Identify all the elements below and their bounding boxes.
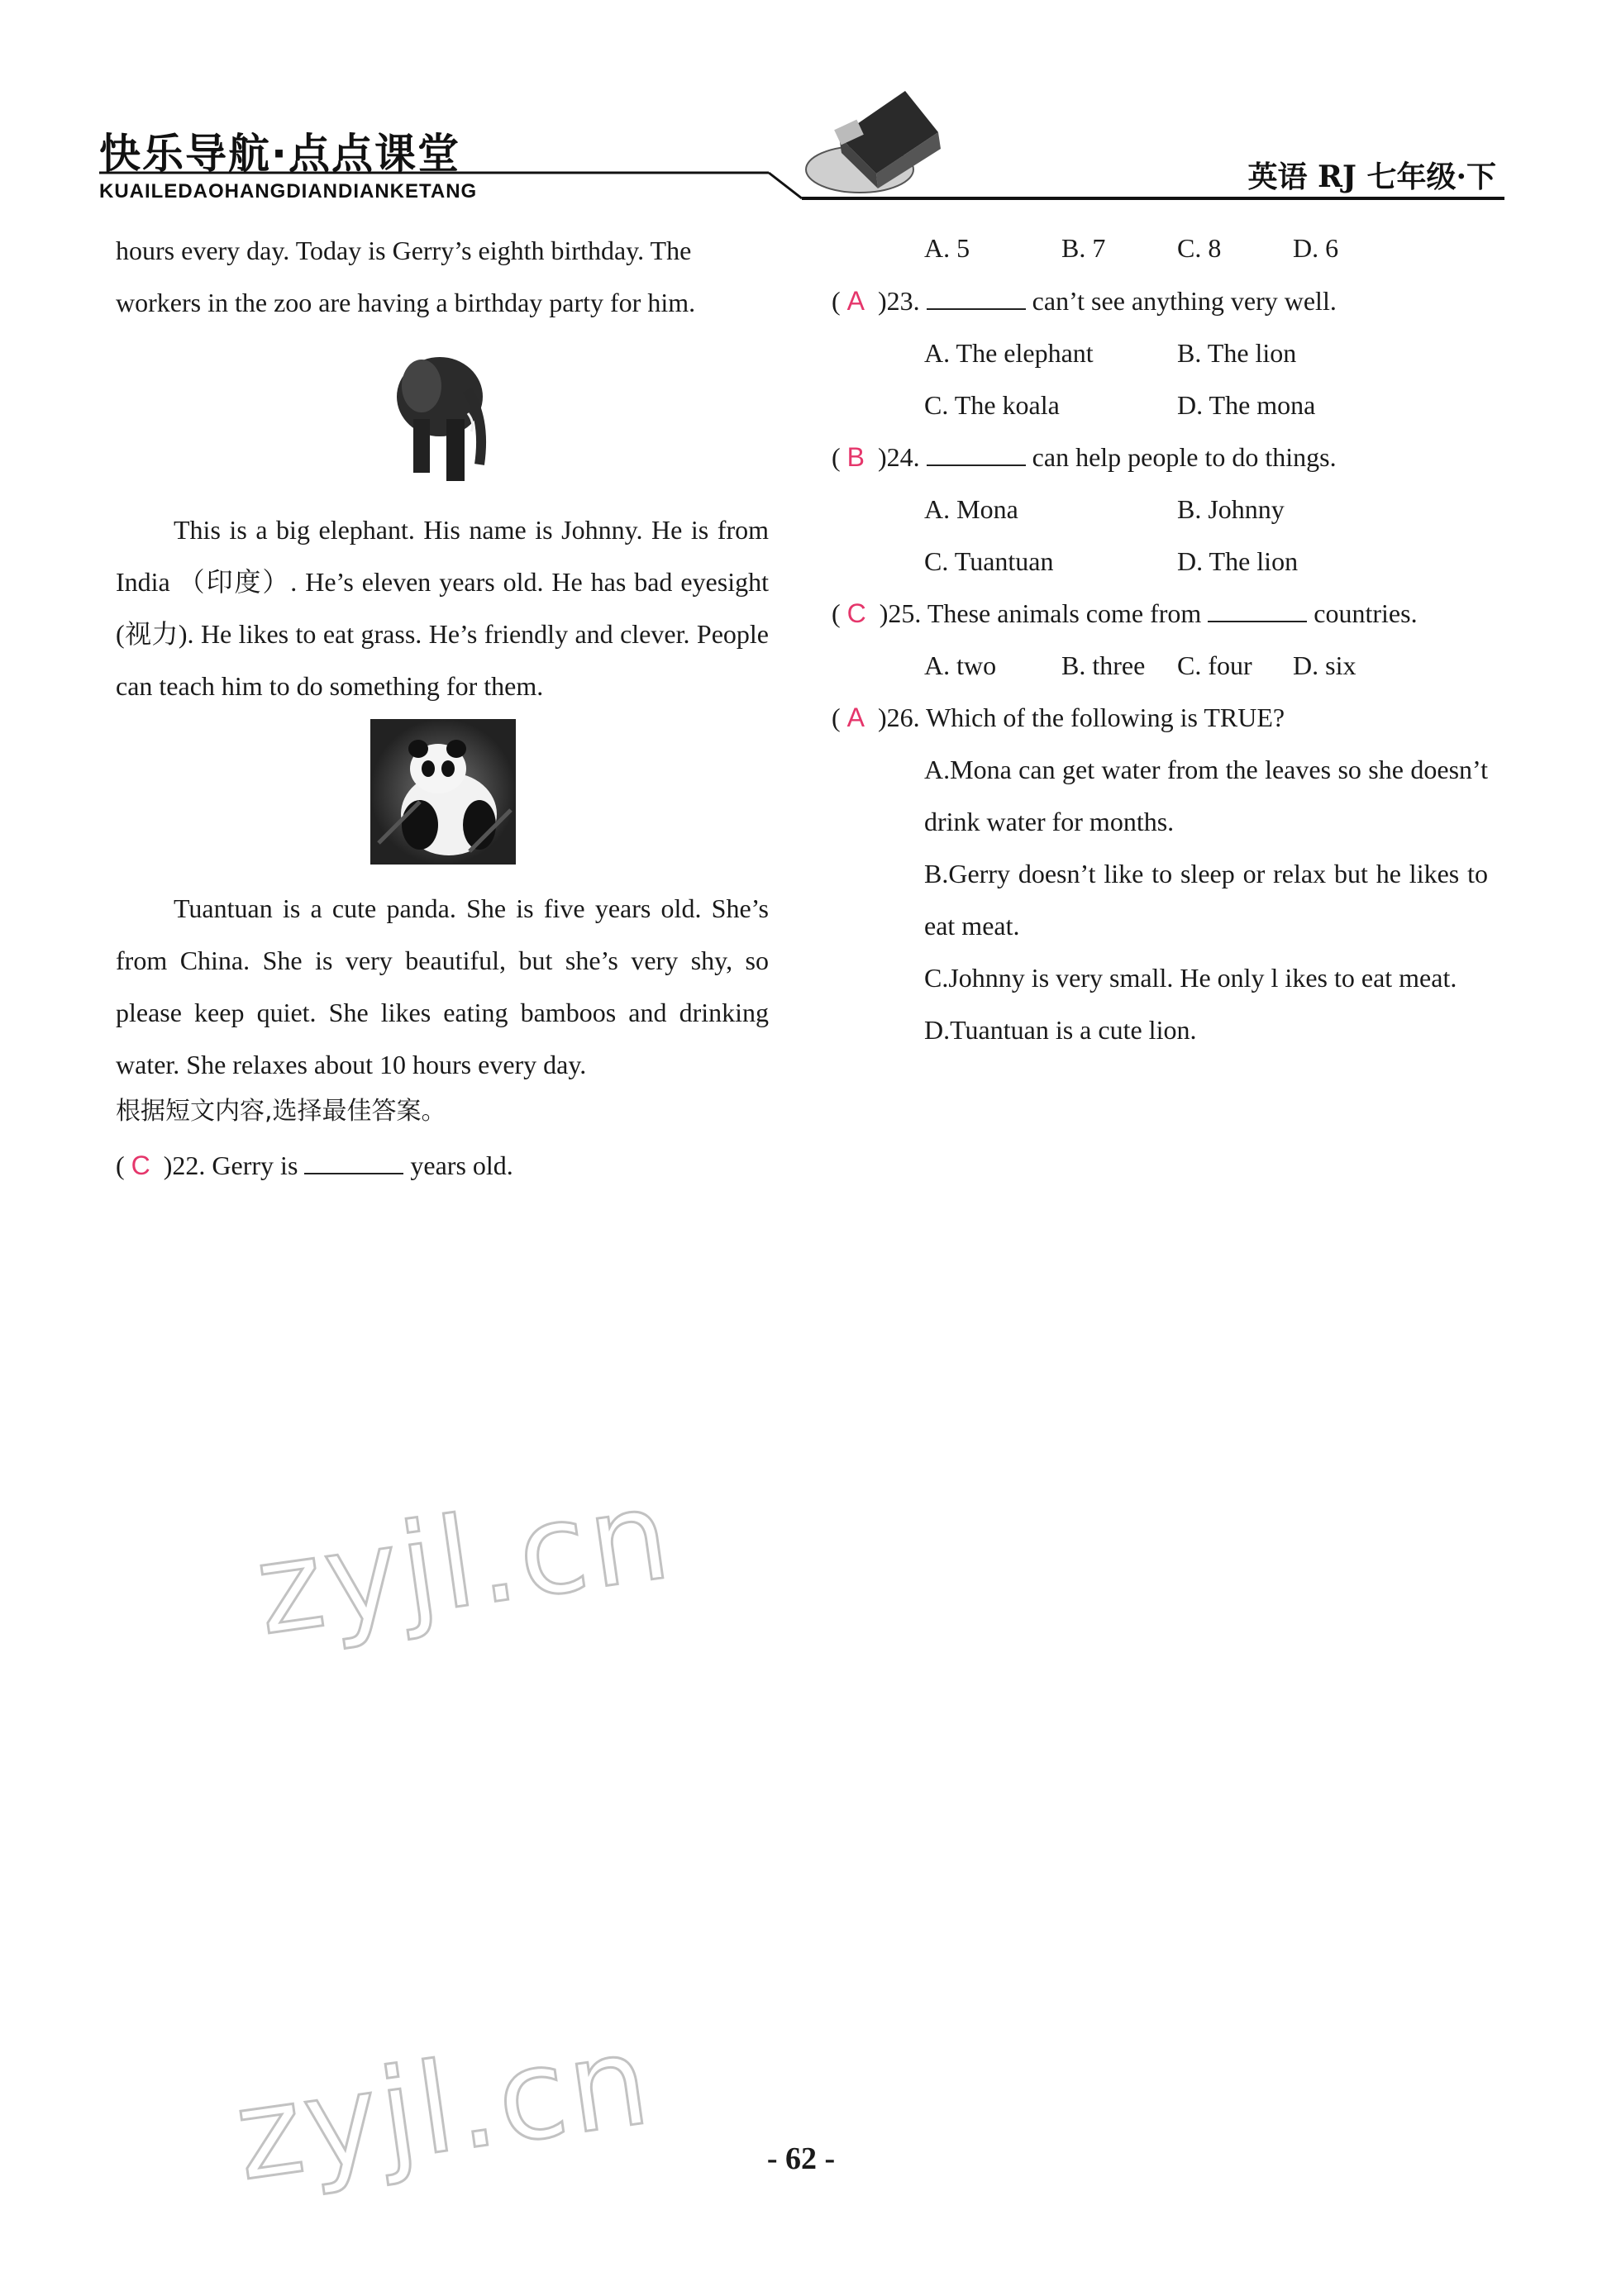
q22-option-a: A. 5 — [924, 233, 970, 263]
q22-option-b: B. 7 — [1061, 233, 1106, 263]
brand-pinyin: KUAILEDAOHANGDIANDIANKETANG — [99, 180, 478, 202]
q22-option-d: D. 6 — [1293, 233, 1339, 263]
blank-25 — [1208, 598, 1307, 622]
q25-option-b: B. three — [1061, 650, 1146, 680]
q24-option-c: C. Tuantuan — [924, 546, 1054, 576]
answer-22: C — [131, 1150, 150, 1180]
johnny-paragraph: This is a big elephant. His name is Johnny. He is from India （印度）. He’s eleven years old. He has bad eyesight (视力). He likes to eat grass. He’s friendly and clever. People can teach him to do something for them. — [116, 515, 769, 701]
answer-26: A — [846, 703, 865, 732]
blank-24 — [927, 441, 1026, 466]
question-26: ( A )26. Which of the following is TRUE? — [832, 703, 1285, 732]
watermark-2: zyjl.cn — [227, 2008, 660, 2209]
question-23: ( A )23. can’t see anything very well. — [832, 286, 1337, 316]
blank-23 — [927, 285, 1026, 310]
elephant-photo — [389, 341, 496, 488]
q24-option-d: D. The lion — [1177, 546, 1299, 576]
answer-24: B — [846, 442, 865, 472]
q26-option-a: A.Mona can get water from the leaves so she doesn’t drink water for months. — [924, 755, 1488, 836]
q26-option-b: B.Gerry doesn’t like to sleep or relax but he likes to eat meat. — [924, 859, 1488, 941]
q25-option-c: C. four — [1177, 650, 1252, 680]
q23-option-c: C. The koala — [924, 390, 1060, 420]
q23-option-b: B. The lion — [1177, 338, 1297, 368]
question-25: ( C )25. These animals come from countries. — [832, 598, 1418, 628]
panda-photo — [370, 719, 516, 865]
instruction: 根据短文内容,选择最佳答案。 — [116, 1097, 446, 1126]
q25-option-a: A. two — [924, 650, 997, 680]
brand-title: 快乐导航·点点课堂 — [99, 130, 460, 178]
passage-line-1: hours every day. Today is Gerry’s eighth birthday. The — [116, 236, 692, 265]
tuantuan-paragraph: Tuantuan is a cute panda. She is five years old. She’s from China. She is very beautiful, but she’s very shy, so please keep quiet. She likes eating bamboos and drinking water. She relaxes about 10 hours every day. — [116, 893, 769, 1079]
q25-option-d: D. six — [1293, 650, 1356, 680]
q24-option-a: A. Mona — [924, 494, 1018, 524]
passage-line-2: workers in the zoo are having a birthday party for him. — [116, 288, 696, 317]
q22-option-c: C. 8 — [1177, 233, 1222, 263]
answer-25: C — [846, 598, 866, 628]
q23-option-a: A. The elephant — [924, 338, 1094, 368]
q23-option-d: D. The mona — [1177, 390, 1316, 420]
page-number: - 62 - — [766, 2141, 836, 2176]
q24-option-b: B. Johnny — [1177, 494, 1285, 524]
question-22: ( C )22. Gerry is years old. — [116, 1150, 513, 1180]
q26-option-c: C.Johnny is very small. He only l ikes to eat meat. — [924, 963, 1457, 993]
q26-option-d: D.Tuantuan is a cute lion. — [924, 1015, 1197, 1045]
book-icon — [806, 91, 941, 193]
blank-22 — [304, 1150, 403, 1174]
answer-23: A — [846, 286, 865, 316]
subject-label: 英语 RJ 七年级·下 — [1247, 160, 1496, 194]
watermark-1: zyjl.cn — [248, 1462, 681, 1664]
question-24: ( B )24. can help people to do things. — [832, 442, 1337, 472]
